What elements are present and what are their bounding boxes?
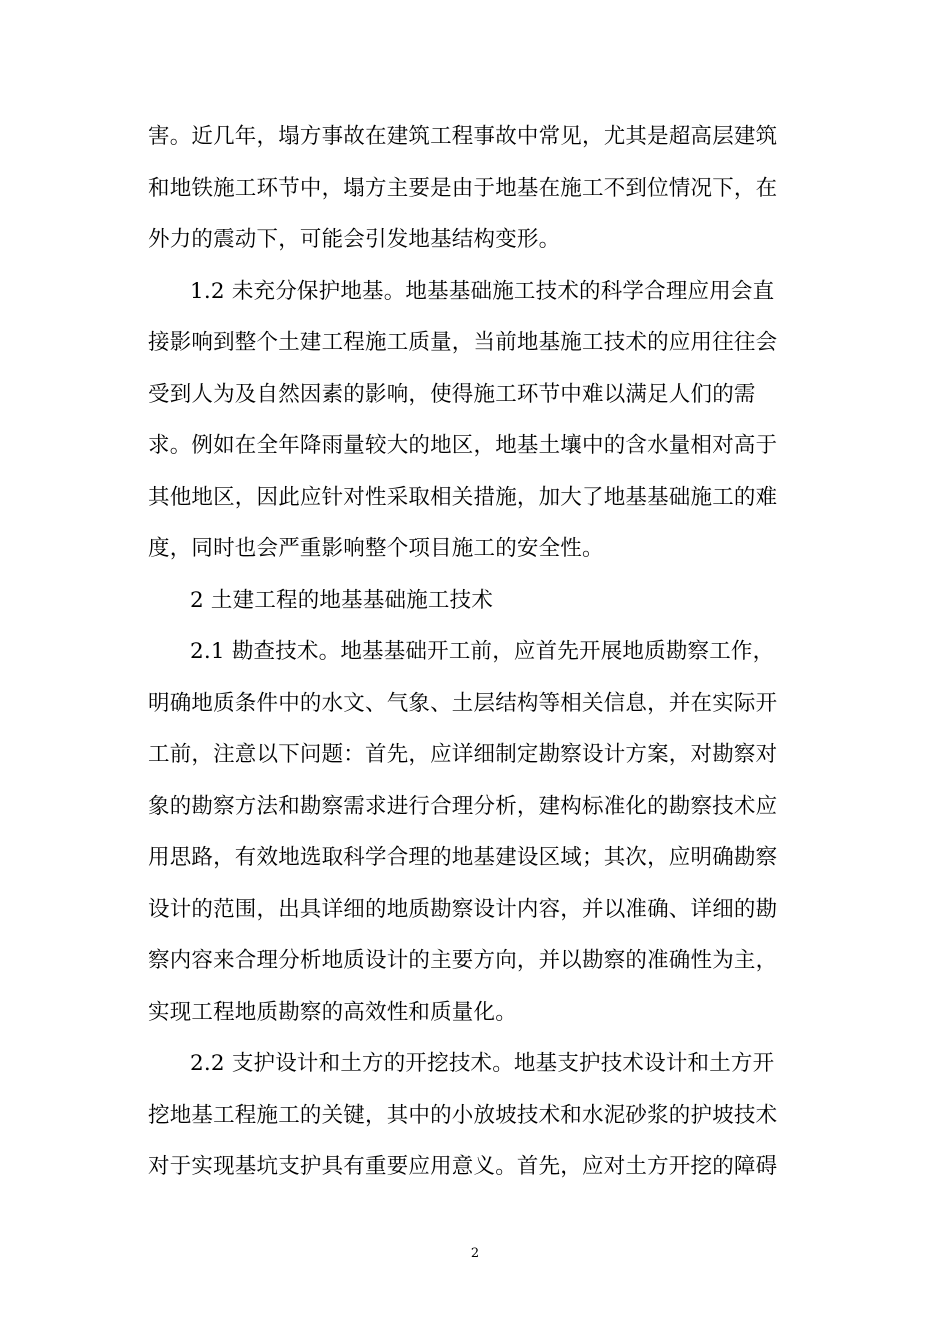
text-line: 象的勘察方法和勘察需求进行合理分析，建构标准化的勘察技术应	[148, 794, 778, 819]
page-number: 2	[470, 1246, 480, 1261]
text-line: 明确地质条件中的水文、气象、土层结构等相关信息，并在实际开	[148, 691, 778, 716]
text-line: 察内容来合理分析地质设计的主要方向，并以勘察的准确性为主，	[148, 948, 778, 973]
subheading-line: 1.2 未充分保护地基。地基基础施工技术的科学合理应用会直	[190, 279, 775, 304]
subheading-line: 2.1 勘查技术。地基基础开工前，应首先开展地质勘察工作，	[190, 639, 775, 664]
text-line: 外力的震动下，可能会引发地基结构变形。	[148, 227, 561, 252]
section-heading: 2 土建工程的地基基础施工技术	[190, 588, 494, 613]
text-line: 实现工程地质勘察的高效性和质量化。	[148, 1000, 517, 1025]
text-line: 度，同时也会严重影响整个项目施工的安全性。	[148, 536, 604, 561]
text-line: 接影响到整个土建工程施工质量，当前地基施工技术的应用往往会	[148, 330, 778, 355]
text-line: 设计的范围，出具详细的地质勘察设计内容，并以准确、详细的勘	[148, 897, 778, 922]
text-line: 害。近几年，塌方事故在建筑工程事故中常见，尤其是超高层建筑	[148, 124, 778, 149]
text-line: 用思路，有效地选取科学合理的地基建设区域；其次，应明确勘察	[148, 845, 778, 870]
text-line: 和地铁施工环节中，塌方主要是由于地基在施工不到位情况下，在	[148, 176, 778, 201]
text-line: 其他地区，因此应针对性采取相关措施，加大了地基基础施工的难	[148, 485, 778, 510]
text-line: 挖地基工程施工的关键，其中的小放坡技术和水泥砂浆的护坡技术	[148, 1103, 778, 1128]
text-line: 求。例如在全年降雨量较大的地区，地基土壤中的含水量相对高于	[148, 433, 778, 458]
text-line: 对于实现基坑支护具有重要应用意义。首先，应对土方开挖的障碍	[148, 1154, 778, 1179]
subheading-line: 2.2 支护设计和土方的开挖技术。地基支护技术设计和土方开	[190, 1051, 775, 1076]
text-line: 工前，注意以下问题：首先，应详细制定勘察设计方案，对勘察对	[148, 742, 778, 767]
text-line: 受到人为及自然因素的影响，使得施工环节中难以满足人们的需	[148, 382, 756, 407]
